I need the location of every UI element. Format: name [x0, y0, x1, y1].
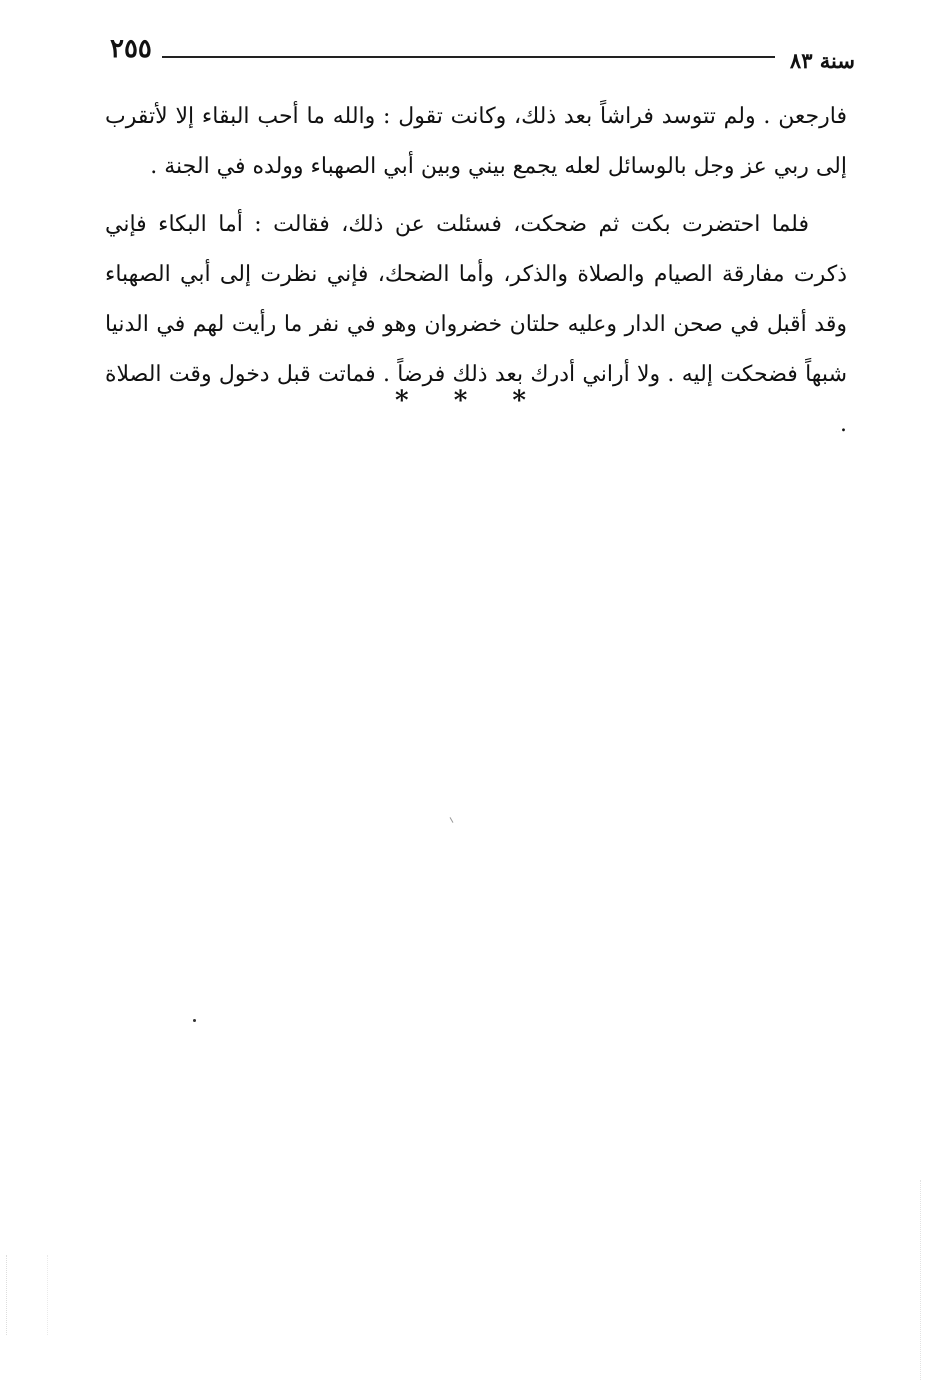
scan-speck: [193, 1019, 196, 1022]
scan-edge-noise: [6, 1255, 48, 1335]
page-number: ٢٥٥: [110, 34, 152, 64]
page-header: [110, 34, 855, 74]
running-title: سنة ٨٣: [789, 48, 855, 73]
section-divider: * * *: [395, 386, 544, 416]
paragraph: فارجعن . ولم تتوسد فراشاً بعد ذلك، وكانت تقول : والله ما أحب البقاء إلا لأتقرب إلى ربي عز وجل بالوسائل لعله يجمع بيني وبين أبي الصهباء وولده في الجنة .: [105, 104, 847, 179]
header-rule: [162, 56, 775, 58]
scan-edge-noise: [920, 1180, 935, 1380]
paragraph: فلما احتضرت بكت ثم ضحكت، فسئلت عن ذلك، فقالت : أما البكاء فإني ذكرت مفارقة الصيام والصلاة والذكر، وأما الضحك، فإني نظرت إلى أبي الصهباء وقد أقبل في صحن الدار وعليه حلتان خضروان وهو في نفر ما رأيت لهم في الدنيا شبهاً فضحكت إليه . ولا أراني أدرك بعد ذلك فرضاً . فماتت قبل دخول وقت الصلاة .: [105, 212, 847, 437]
scan-scratch: [450, 817, 454, 823]
